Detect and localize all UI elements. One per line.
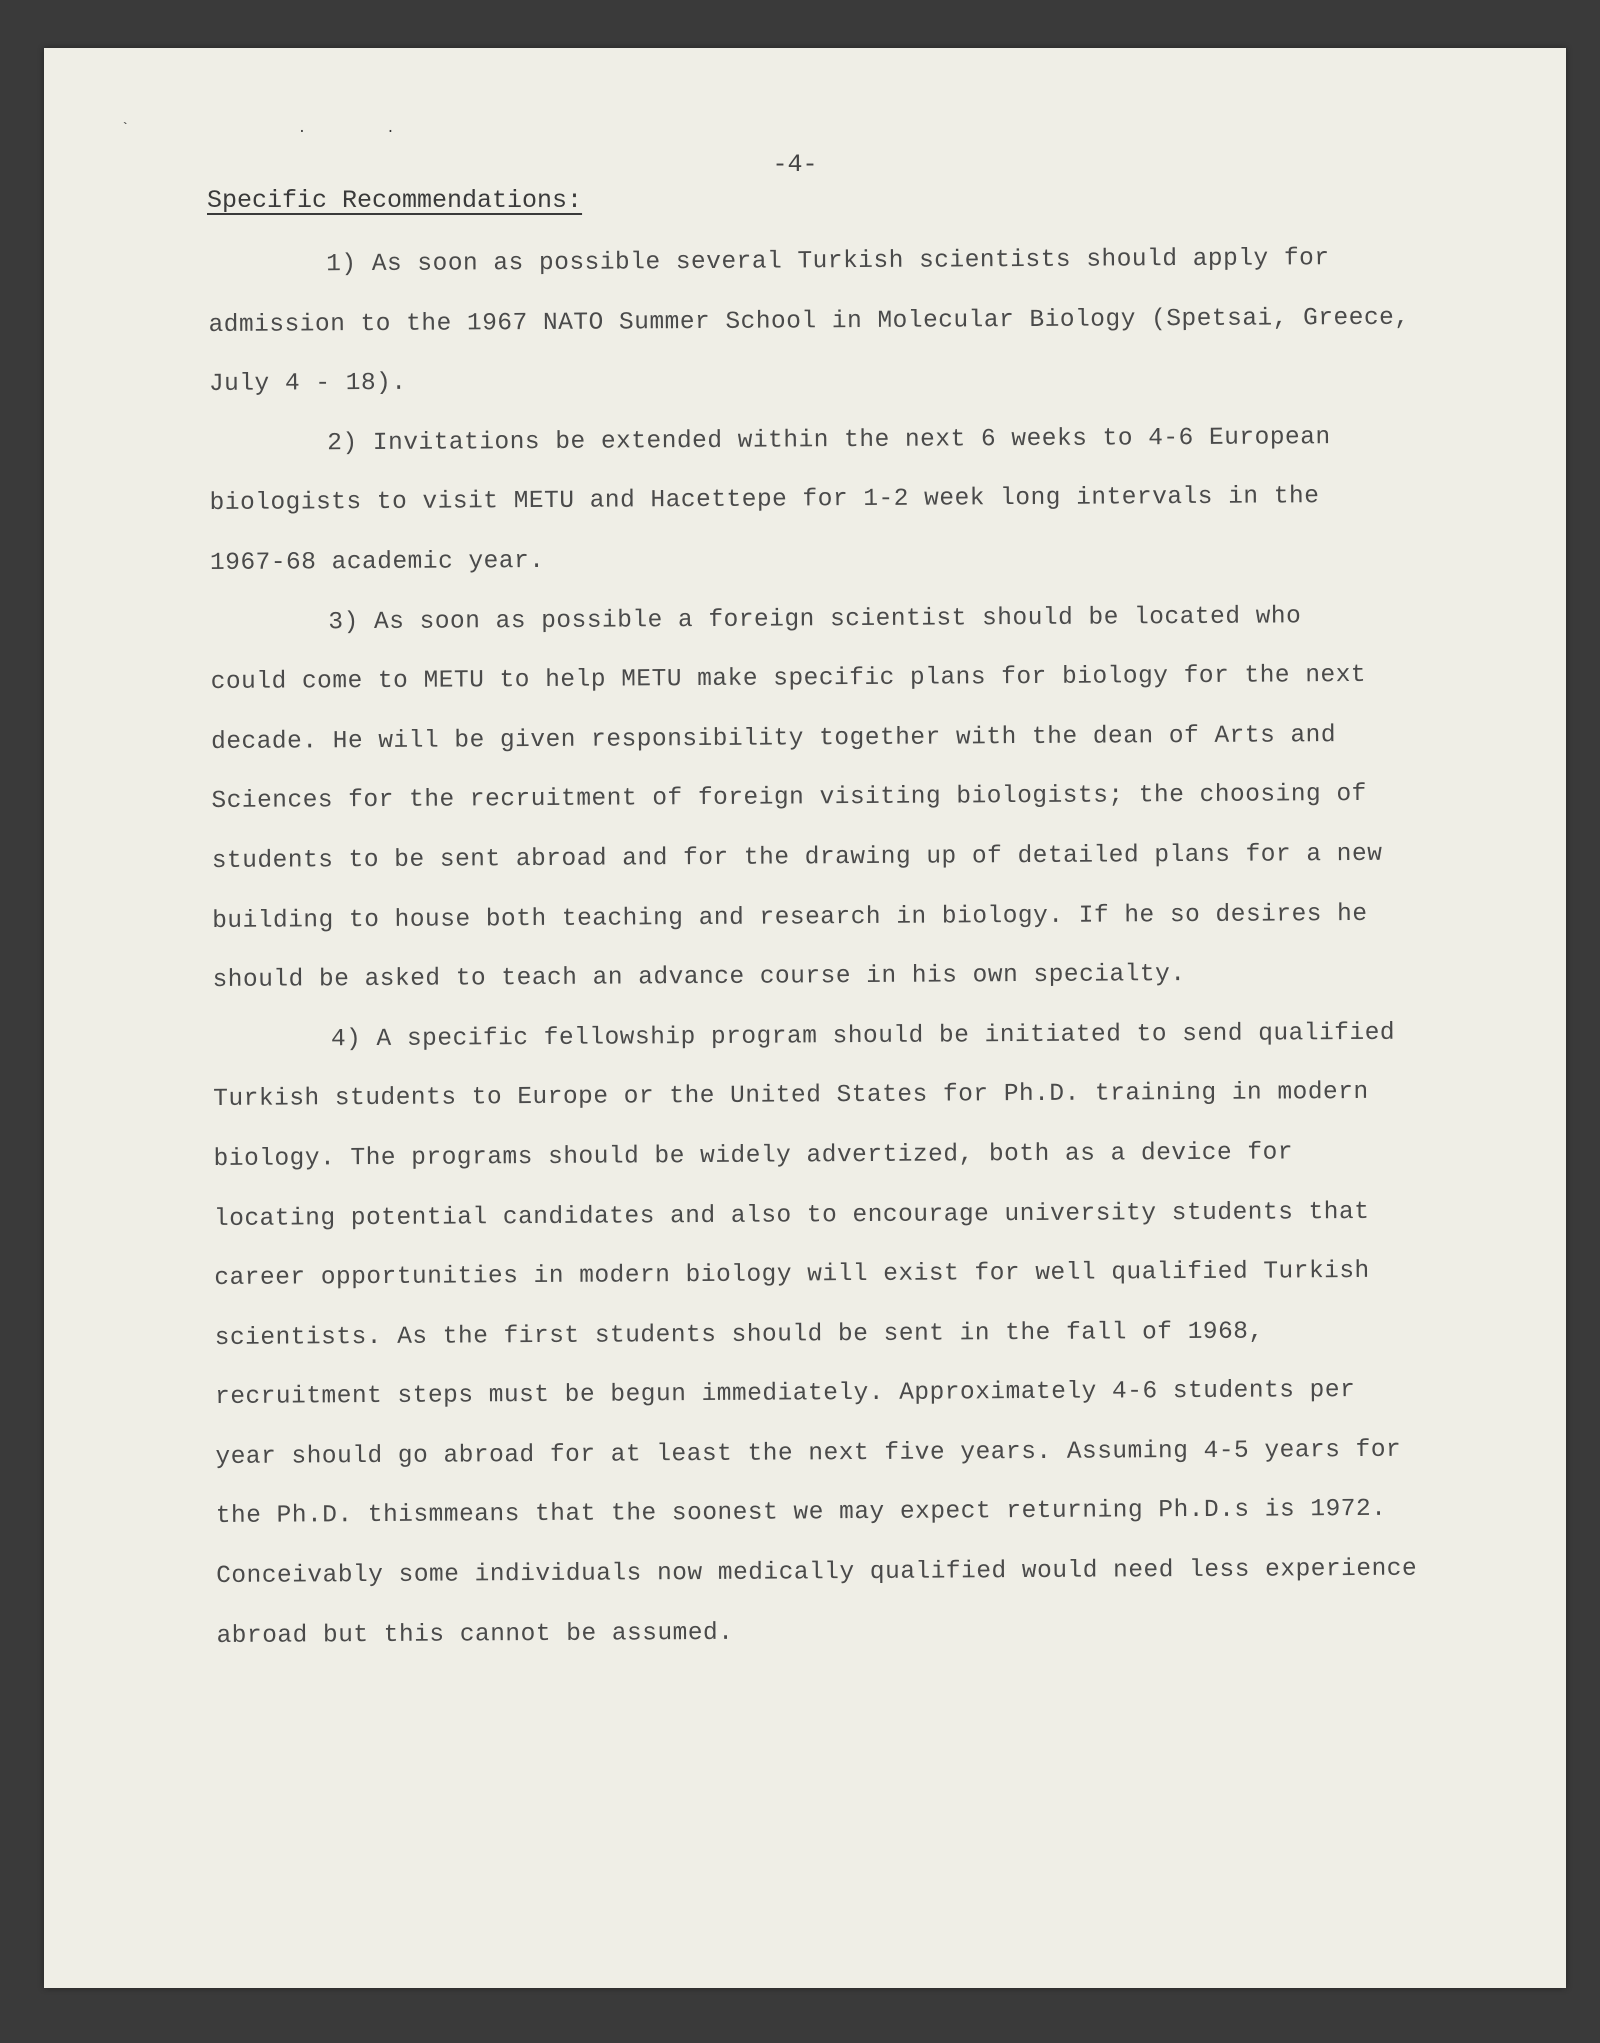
- text-line: July 4 - 18).: [208, 369, 407, 399]
- text-line: scientists. As the first students should be sent in the fall of 1968,: [214, 1318, 1264, 1352]
- text-line: decade. He will be given responsibility together with the dean of Arts and: [211, 721, 1337, 756]
- text-line: Sciences for the recruitment of foreign visiting biologists; the choosing of: [211, 781, 1367, 816]
- page-number: -4-: [772, 150, 818, 179]
- body-text: [208, 229, 1418, 1666]
- text-line: could come to METU to help METU make specific plans for biology for the next: [210, 662, 1367, 697]
- text-line: 3) As soon as possible a foreign scientist should be located who: [328, 602, 1302, 636]
- text-line: biology. The programs should be widely advertized, both as a device for: [213, 1139, 1294, 1173]
- paragraph-2: [209, 408, 1395, 594]
- text-line: career opportunities in modern biology will exist for well qualified Turkish: [214, 1258, 1370, 1293]
- text-line: recruitment steps must be begun immediately. Approximately 4-6 students per: [215, 1377, 1356, 1412]
- section-heading: Specific Recommendations:: [207, 186, 583, 215]
- text-line: abroad but this cannot be assumed.: [216, 1619, 734, 1650]
- text-line: should be asked to teach an advance course in his own specialty.: [212, 961, 1186, 995]
- text-line: Turkish students to Europe or the United States for Ph.D. training in modern: [213, 1079, 1369, 1114]
- text-line: year should go abroad for at least the next five years. Assuming 4-5 years for: [215, 1436, 1402, 1471]
- text-line: 2) Invitations be extended within the next 6 weeks to 4-6 European: [327, 423, 1331, 458]
- paragraph-3: [210, 586, 1398, 1010]
- paragraph-4: [213, 1003, 1418, 1666]
- text-line: 4) A specific fellowship program should be initiated to send qualified: [330, 1019, 1396, 1053]
- text-line: biologists to visit METU and Hacettepe for 1-2 week long intervals in the: [209, 483, 1320, 518]
- text-line: students to be sent abroad and for the drawing up of detailed plans for a new: [211, 840, 1383, 875]
- text-line: building to house both teaching and research in biology. If he so desires he: [212, 900, 1368, 935]
- text-line: admission to the 1967 NATO Summer School in Molecular Biology (Spetsai, Greece,: [208, 304, 1410, 339]
- text-line: 1) As soon as possible several Turkish scientists should apply for: [326, 245, 1330, 279]
- text-line: the Ph.D. thismmeans that the soonest we may expect returning Ph.D.s is 1972.: [215, 1496, 1387, 1531]
- text-line: Conceivably some individuals now medically qualified would need less experience: [216, 1555, 1418, 1591]
- margin-marks: ` ..: [121, 121, 475, 137]
- text-line: locating potential candidates and also to encourage university students that: [213, 1198, 1370, 1233]
- text-line: 1967-68 academic year.: [209, 547, 545, 577]
- paragraph-1: [208, 229, 1410, 415]
